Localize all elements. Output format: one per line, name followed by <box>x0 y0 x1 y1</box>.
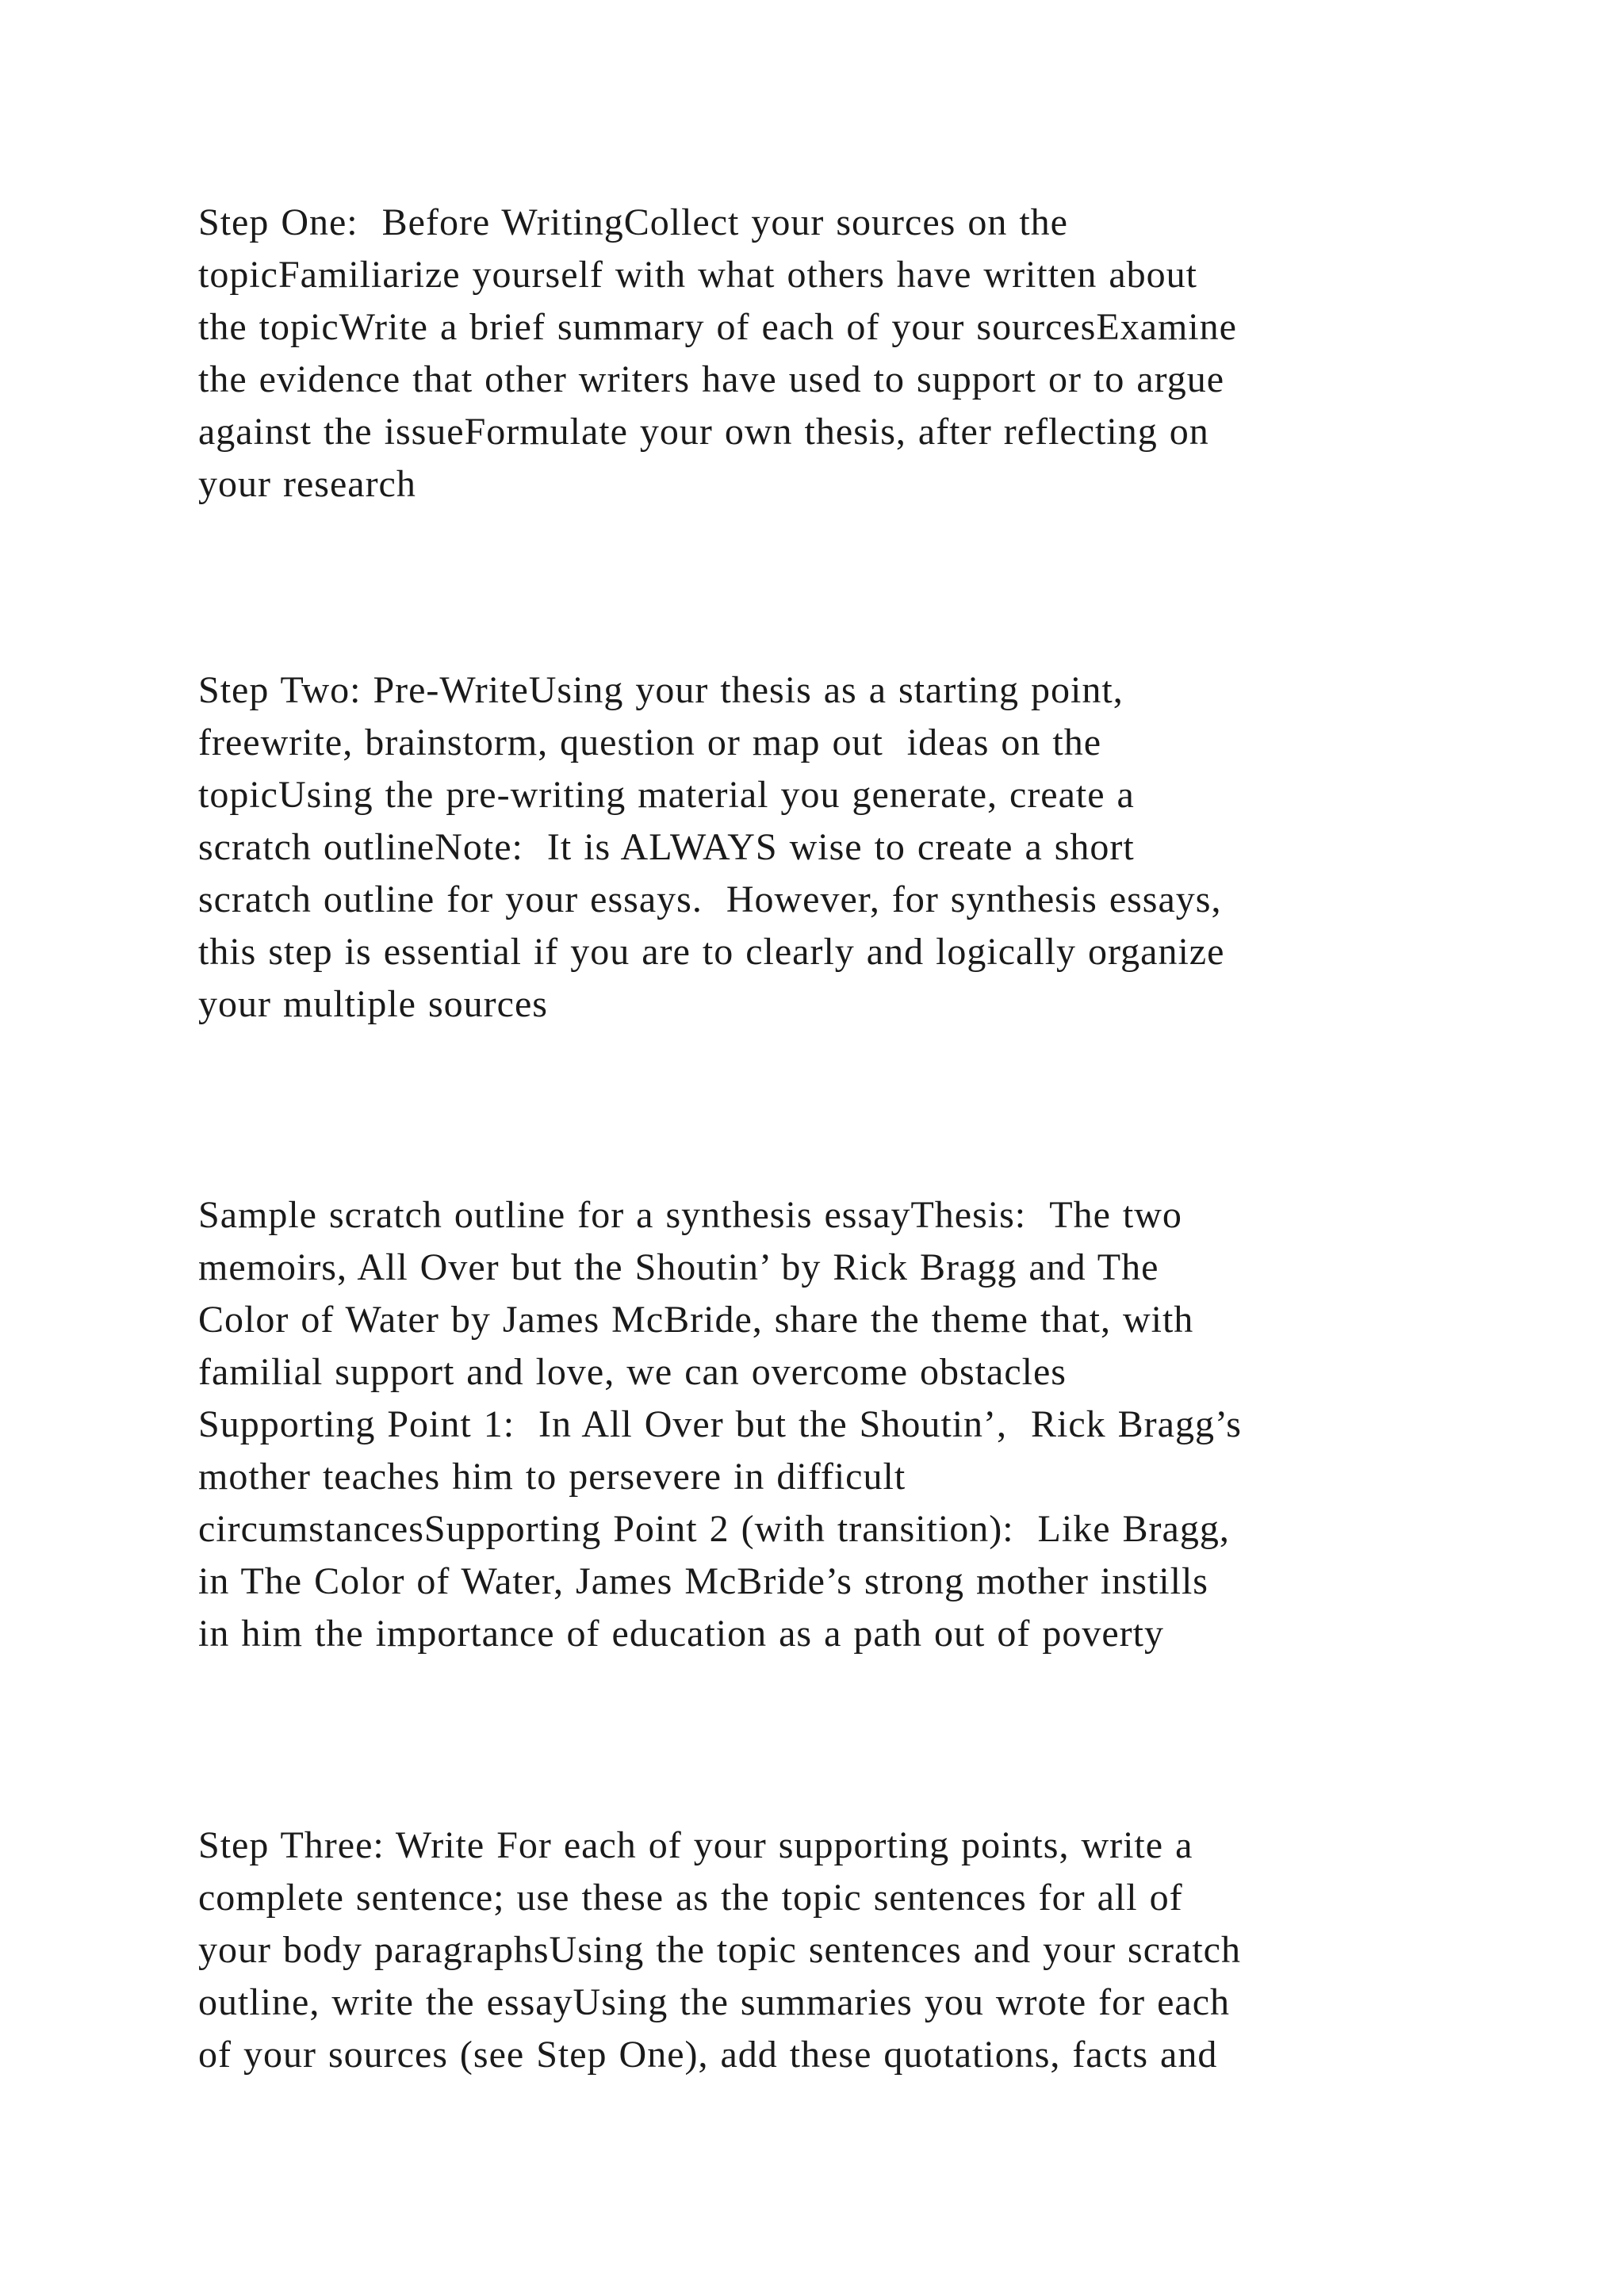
text-line: mother teaches him to persevere in difficult <box>198 1456 906 1498</box>
text-line: topicFamiliarize yourself with what others have written about <box>198 254 1197 296</box>
text-line: in him the importance of education as a path out of poverty <box>198 1613 1164 1655</box>
text-line: complete sentence; use these as the topic sentences for all of <box>198 1877 1183 1919</box>
text-line: circumstancesSupporting Point 2 (with transition): Like Bragg, <box>198 1508 1230 1550</box>
text-line: Sample scratch outline for a synthesis essayThesis: The two <box>198 1194 1182 1236</box>
text-line: freewrite, brainstorm, question or map out ideas on the <box>198 721 1102 763</box>
text-line: your body paragraphsUsing the topic sentences and your scratch <box>198 1929 1241 1971</box>
text-line: Color of Water by James McBride, share the theme that, with <box>198 1299 1194 1341</box>
text-line: Step Three: Write For each of your supporting points, write a <box>198 1824 1193 1866</box>
text-line: familial support and love, we can overcome obstacles <box>198 1351 1067 1393</box>
text-line: Step Two: Pre-WriteUsing your thesis as a starting point, <box>198 669 1124 711</box>
text-line: in The Color of Water, James McBride’s strong mother instills <box>198 1560 1208 1602</box>
text-line: of your sources (see Step One), add these quotations, facts and <box>198 2034 1218 2076</box>
text-line: Supporting Point 1: In All Over but the Shoutin’, Rick Bragg’s <box>198 1403 1242 1445</box>
text-line: memoirs, All Over but the Shoutin’ by Rick Bragg and The <box>198 1246 1159 1288</box>
text-line: scratch outlineNote: It is ALWAYS wise to create a short <box>198 826 1135 868</box>
text-line: the topicWrite a brief summary of each of your sourcesExamine <box>198 306 1237 348</box>
text-line: this step is essential if you are to clearly and logically organize <box>198 931 1225 973</box>
text-line: scratch outline for your essays. However, for synthesis essays, <box>198 878 1222 920</box>
text-line: your research <box>198 463 416 505</box>
text-line: Step One: Before WritingCollect your sources on the <box>198 201 1068 243</box>
paragraph-sample-outline <box>198 1189 1435 1660</box>
paragraph-step-one <box>198 197 1435 511</box>
text-line: against the issueFormulate your own thesis, after reflecting on <box>198 411 1209 453</box>
text-line: topicUsing the pre-writing material you generate, create a <box>198 774 1135 816</box>
paragraph-step-three <box>198 1820 1435 2081</box>
text-line: outline, write the essayUsing the summaries you wrote for each <box>198 1981 1230 2023</box>
text-line: your multiple sources <box>198 983 548 1025</box>
paragraph-step-two <box>198 664 1435 1031</box>
text-line: the evidence that other writers have used to support or to argue <box>198 358 1225 400</box>
